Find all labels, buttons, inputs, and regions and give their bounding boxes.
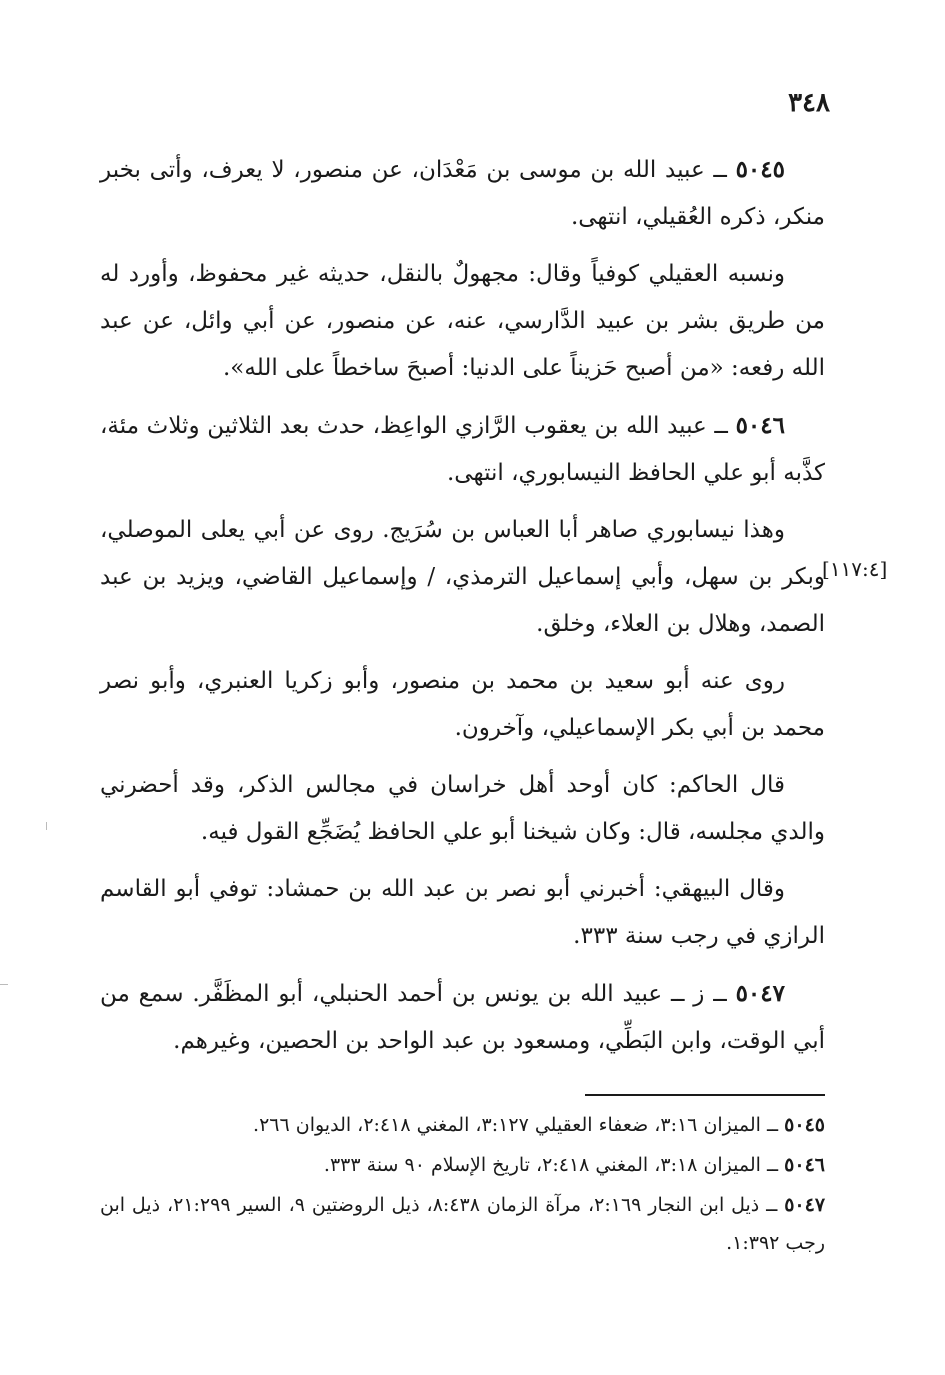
paragraph-text: روى عنه أبو سعيد بن محمد بن منصور، وأبو زكريا العنبري، وأبو نصر محمد بن أبي بكر الإسماعيلي، وآخرون. bbox=[100, 668, 825, 741]
paragraph bbox=[100, 251, 825, 392]
entry-number: ٥٠٤٧ bbox=[735, 980, 785, 1007]
footnote-5047 bbox=[100, 1186, 825, 1262]
paragraph bbox=[100, 866, 825, 960]
scan-mark bbox=[46, 822, 50, 830]
paragraph-text: ــ عبيد الله بن يعقوب الرَّازي الواعِظ، حدث بعد الثلاثين وثلاث مئة، كذَّبه أبو علي الحافظ النيسابوري، انتهى. bbox=[100, 413, 825, 486]
paragraph-text: وقال البيهقي: أخبرني أبو نصر بن عبد الله بن حمشاد: توفي أبو القاسم الرازي في رجب سنة ٣٣٣. bbox=[100, 876, 825, 949]
page-number: ٣٤٨ bbox=[788, 88, 830, 118]
scan-mark bbox=[0, 984, 8, 985]
footnote-divider bbox=[585, 1094, 825, 1096]
footnote-5045 bbox=[100, 1106, 825, 1144]
paragraph-text: قال الحاكم: كان أوحد أهل خراسان في مجالس الذكر، وقد أحضرني والدي مجلسه، قال: وكان شيخنا أبو علي الحافظ يُضَجِّع القول فيه. bbox=[100, 772, 825, 845]
footnote-number: ٥٠٤٧ bbox=[784, 1194, 826, 1216]
entry-number: ٥٠٤٥ bbox=[735, 156, 785, 183]
paragraph-text: وهذا نيسابوري صاهر أبا العباس بن سُرَيج. روى عن أبي يعلى الموصلي، وبكر بن سهل، وأبي إسماعيل الترمذي، / وإسماعيل القاضي، ويزيد بن عبد الصمد، وهلال بن العلاء، وخلق. bbox=[100, 517, 825, 637]
paragraph-text: ــ ز ــ عبيد الله بن يونس بن أحمد الحنبلي، أبو المظَفَّر. سمع من أبي الوقت، وابن البَطِّي، ومسعود بن عبد الواحد بن الحصين، وغيرهم. bbox=[100, 981, 825, 1054]
main-text bbox=[100, 146, 825, 1075]
paragraph bbox=[100, 507, 825, 648]
footnote-text: ــ ذيل ابن النجار ٢:١٦٩، مرآة الزمان ٨:٤٣٨، ذيل الروضتين ٩، السير ٢١:٢٩٩، ذيل ابن رجب ١:٣٩٢. bbox=[100, 1194, 825, 1254]
footnote-text: ــ الميزان ٣:١٨، المغني ٢:٤١٨، تاريخ الإسلام ٩٠ سنة ٣٣٣. bbox=[323, 1154, 785, 1176]
footnote-text: ــ الميزان ٣:١٦، ضعفاء العقيلي ٣:١٢٧، المغني ٢:٤١٨، الديوان ٢٦٦. bbox=[253, 1114, 785, 1136]
paragraph bbox=[100, 658, 825, 752]
paragraph-text: ونسبه العقيلي كوفياً وقال: مجهولٌ بالنقل، حديثه غير محفوظ، وأورد له من طريق بشر بن عبيد الدَّارسي، عنه، عن منصور، عن أبي وائل، عن عبد الله رفعه: «من أصبح حَزيناً على الدنيا: أصبحَ ساخطاً على الله». bbox=[100, 261, 825, 381]
footnote-5046 bbox=[100, 1146, 825, 1184]
entry-number: ٥٠٤٦ bbox=[735, 412, 785, 439]
folio-marker: [١١٧:٤] bbox=[822, 557, 888, 581]
paragraph bbox=[100, 762, 825, 856]
footnote-number: ٥٠٤٦ bbox=[784, 1154, 825, 1176]
paragraph-entry-5046 bbox=[100, 402, 825, 497]
paragraph-entry-5047 bbox=[100, 970, 825, 1065]
footnote-number: ٥٠٤٥ bbox=[784, 1114, 825, 1136]
paragraph-text: ــ عبيد الله بن موسى بن مَعْدَان، عن منصور، لا يعرف، وأتى بخبر منكر، ذكره العُقيلي، انتهى. bbox=[100, 157, 825, 230]
footnotes bbox=[100, 1106, 825, 1264]
paragraph-entry-5045 bbox=[100, 146, 825, 241]
